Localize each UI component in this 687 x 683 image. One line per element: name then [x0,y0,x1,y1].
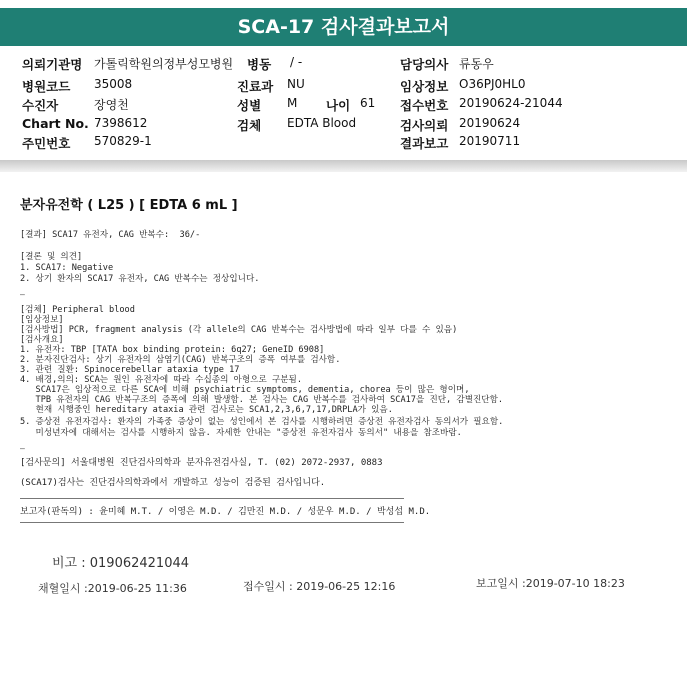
header-value-institution: 가톨릭학원의정부성모병원 [94,57,234,71]
header-value-department: NU [287,77,305,91]
header-label-specimen: 검체 [237,118,262,133]
header-separator [0,160,687,172]
header-value-chart-no: 7398612 [94,116,148,130]
detail-molecular-test: 2. 분자진단검사: 상기 유전자의 삼염기(CAG) 반복구조의 증폭 여부를 검사함. [20,355,341,365]
header-label-sex: 성별 [237,98,262,113]
header-value-hospital-code: 35008 [94,77,133,91]
rule-top [20,498,404,499]
header-label-patient: 수진자 [22,98,59,113]
developed-line: (SCA17)검사는 진단검사의학과에서 개발하고 성능이 검증된 검사입니다. [20,478,326,488]
footer-collected: 채혈일시 :2019-06-25 11:36 [38,582,187,595]
conclusion-item-1: 1. SCA17: Negative [20,263,114,273]
detail-method: [검사방법] PCR, fragment analysis (각 allele의 CAG 반복수는 검사방법에 따라 일부 다를 수 있음) [20,325,458,335]
header-label-hospital-code: 병원코드 [22,79,71,94]
separator-dash: — [20,290,25,299]
separator-dash-2: — [20,444,25,453]
detail-overview: [검사개요] [20,335,64,345]
detail-presymptomatic-1: 5. 증상전 유전자검사: 환자의 가족중 증상이 없는 성인에서 본 검사를 시행하려면 증상전 유전자검사 동의서가 필요함. [20,417,504,427]
conclusion-heading: [결론 및 의견] [20,252,83,262]
header-value-age: 61 [360,96,376,110]
header-value-resident-no: 570829-1 [94,134,152,148]
detail-specimen: [검체] Peripheral blood [20,305,135,315]
footer-received: 접수일시 : 2019-06-25 12:16 [243,580,396,593]
footer-note: 비고 : 019062421044 [52,556,190,571]
header-label-receipt-no: 접수번호 [400,98,449,113]
detail-background-2: SCA17은 임상적으로 다른 SCA에 비해 psychiatric symptoms, dementia, chorea 등이 많은 형이며, [20,385,470,395]
report-header [0,50,687,166]
header-value-receipt-no: 20190624-21044 [459,96,563,110]
header-value-doctor: 류동우 [459,57,494,71]
header-label-clinical-info: 임상정보 [400,79,449,94]
header-label-doctor: 담당의사 [400,57,449,72]
header-label-request-date: 검사의뢰 [400,118,449,133]
reporters-line: 보고자(판독의) : 윤미혜 M.T. / 이영은 M.D. / 김만진 M.D. / 성문우 M.D. / 박성섭 M.D. [20,507,431,517]
header-value-report-date: 20190711 [459,134,521,148]
header-label-resident-no: 주민번호 [22,136,71,151]
inquiry-line: [검사문의] 서울대병원 진단검사의학과 분자유전검사실, T. (02) 2072-2937, 0883 [20,458,383,468]
detail-background-4: 현재 시행중인 hereditary ataxia 관련 검사로는 SCA1,2,3,6,7,17,DRPLA가 있음. [20,405,393,415]
header-label-chart-no: Chart No. [22,116,89,131]
detail-clinical-info: [임상정보] [20,315,64,325]
detail-background-3: TPB 유전자의 CAG 반복구조의 증폭에 의해 발생함. 본 검사는 CAG 반복수를 검사하여 SCA17을 진단, 감별진단함. [20,395,504,405]
conclusion-item-2: 2. 상기 환자의 SCA17 유전자, CAG 반복수는 정상입니다. [20,274,260,284]
header-label-institution: 의뢰기관명 [22,57,83,72]
report-body [0,172,687,683]
detail-gene: 1. 유전자: TBP [TATA box binding protein: 6q27; GeneID 6908] [20,345,325,355]
header-value-clinical-info: O36PJ0HL0 [459,77,526,91]
header-value-sex: M [287,96,298,110]
result-line: [결과] SCA17 유전자, CAG 반복수: 36/- [20,230,201,240]
detail-presymptomatic-2: 미성년자에 대해서는 검사를 시행하지 않음. 자세한 안내는 "증상전 유전자검사 동의서" 내용을 참조바람. [20,428,462,438]
header-label-age: 나이 [326,98,351,113]
footer-reported: 보고일시 :2019-07-10 18:23 [476,577,625,590]
header-value-specimen: EDTA Blood [287,116,357,130]
header-value-ward: / - [290,55,303,69]
header-value-patient: 장영천 [94,98,129,112]
header-label-report-date: 결과보고 [400,136,449,151]
detail-background-1: 4. 배경,의의: SCA는 원인 유전자에 따라 수십종의 아형으로 구분됨. [20,375,303,385]
section-title: 분자유전학 ( L25 ) [ EDTA 6 mL ] [20,198,238,213]
header-value-request-date: 20190624 [459,116,521,130]
header-label-department: 진료과 [237,79,274,94]
rule-bottom [20,522,404,523]
detail-disease: 3. 관련 질환: Spinocerebellar ataxia type 17 [20,365,240,375]
report-title: SCA-17 검사결과보고서 [0,8,687,46]
header-label-ward: 병동 [247,57,272,72]
